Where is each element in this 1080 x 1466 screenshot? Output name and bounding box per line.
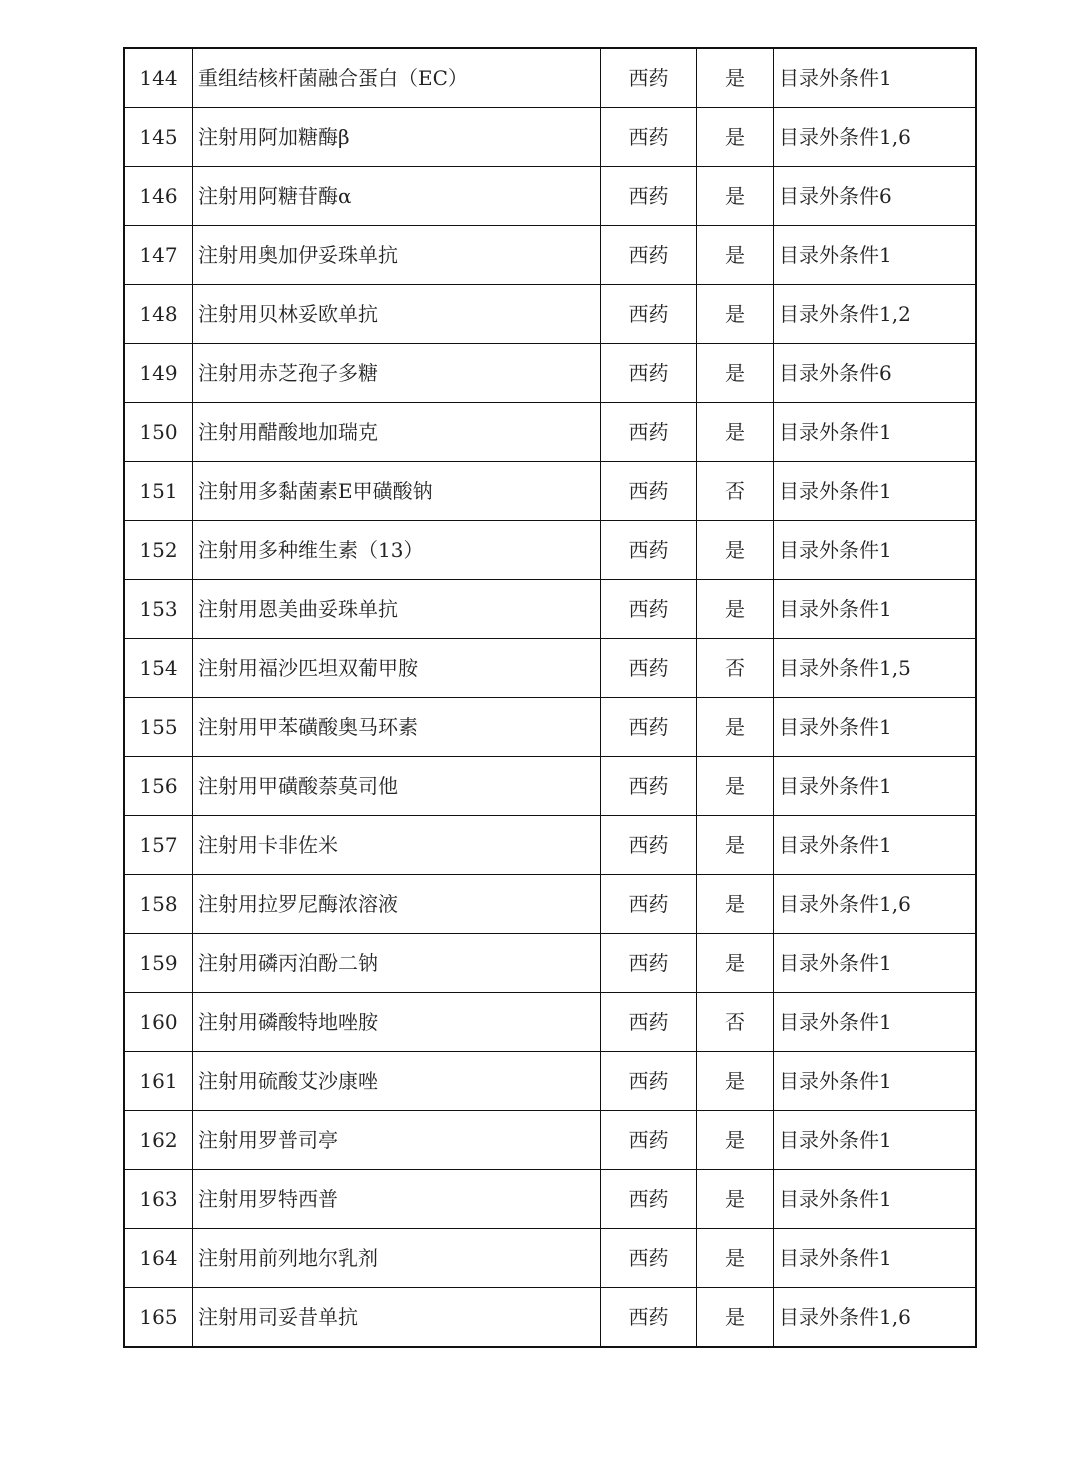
table-row: [124, 1111, 976, 1170]
condition-text: 目录外条件1: [774, 1111, 977, 1170]
condition-text: 目录外条件1: [774, 698, 977, 757]
row-number: 146: [124, 167, 193, 226]
status-flag: 是: [697, 698, 774, 757]
condition-text: 目录外条件1: [774, 48, 977, 108]
condition-text: 目录外条件1: [774, 1229, 977, 1288]
table-row: [124, 934, 976, 993]
row-number: 159: [124, 934, 193, 993]
drug-category: 西药: [601, 285, 697, 344]
drug-name: 注射用磷酸特地唑胺: [193, 993, 601, 1052]
drug-name: 注射用拉罗尼酶浓溶液: [193, 875, 601, 934]
condition-text: 目录外条件1: [774, 462, 977, 521]
drug-name: 注射用阿糖苷酶α: [193, 167, 601, 226]
table-row: [124, 875, 976, 934]
drug-name: 注射用阿加糖酶β: [193, 108, 601, 167]
table-row: [124, 108, 976, 167]
drug-name: 注射用奥加伊妥珠单抗: [193, 226, 601, 285]
table-row: [124, 580, 976, 639]
status-flag: 是: [697, 1111, 774, 1170]
condition-text: 目录外条件1: [774, 580, 977, 639]
table-row: [124, 521, 976, 580]
drug-name: 注射用恩美曲妥珠单抗: [193, 580, 601, 639]
status-flag: 是: [697, 757, 774, 816]
row-number: 160: [124, 993, 193, 1052]
condition-text: 目录外条件1,5: [774, 639, 977, 698]
condition-text: 目录外条件1: [774, 226, 977, 285]
row-number: 144: [124, 48, 193, 108]
drug-name: 注射用多黏菌素E甲磺酸钠: [193, 462, 601, 521]
row-number: 165: [124, 1288, 193, 1348]
drug-name: 注射用罗普司亭: [193, 1111, 601, 1170]
drug-category: 西药: [601, 48, 697, 108]
row-number: 149: [124, 344, 193, 403]
drug-category: 西药: [601, 698, 697, 757]
status-flag: 是: [697, 344, 774, 403]
condition-text: 目录外条件1: [774, 757, 977, 816]
row-number: 155: [124, 698, 193, 757]
status-flag: 是: [697, 285, 774, 344]
status-flag: 是: [697, 521, 774, 580]
drug-category: 西药: [601, 1288, 697, 1348]
drug-category: 西药: [601, 1170, 697, 1229]
status-flag: 是: [697, 1288, 774, 1348]
table-row: [124, 462, 976, 521]
drug-name: 注射用贝林妥欧单抗: [193, 285, 601, 344]
drug-category: 西药: [601, 226, 697, 285]
status-flag: 是: [697, 580, 774, 639]
condition-text: 目录外条件1: [774, 934, 977, 993]
status-flag: 是: [697, 875, 774, 934]
drug-category: 西药: [601, 1052, 697, 1111]
drug-category: 西药: [601, 993, 697, 1052]
table-body: [124, 48, 976, 1347]
drug-category: 西药: [601, 403, 697, 462]
row-number: 154: [124, 639, 193, 698]
condition-text: 目录外条件1,2: [774, 285, 977, 344]
status-flag: 否: [697, 639, 774, 698]
condition-text: 目录外条件1: [774, 403, 977, 462]
drug-name: 注射用罗特西普: [193, 1170, 601, 1229]
table-row: [124, 285, 976, 344]
status-flag: 是: [697, 816, 774, 875]
row-number: 147: [124, 226, 193, 285]
row-number: 151: [124, 462, 193, 521]
status-flag: 是: [697, 167, 774, 226]
row-number: 150: [124, 403, 193, 462]
table-row: [124, 344, 976, 403]
drug-category: 西药: [601, 167, 697, 226]
condition-text: 目录外条件1,6: [774, 1288, 977, 1348]
table-row: [124, 639, 976, 698]
row-number: 162: [124, 1111, 193, 1170]
row-number: 161: [124, 1052, 193, 1111]
status-flag: 是: [697, 1170, 774, 1229]
drug-name: 注射用醋酸地加瑞克: [193, 403, 601, 462]
drug-category: 西药: [601, 521, 697, 580]
drug-name: 注射用前列地尔乳剂: [193, 1229, 601, 1288]
condition-text: 目录外条件1,6: [774, 108, 977, 167]
condition-text: 目录外条件1,6: [774, 875, 977, 934]
condition-text: 目录外条件1: [774, 1170, 977, 1229]
drug-name: 重组结核杆菌融合蛋白（EC）: [193, 48, 601, 108]
condition-text: 目录外条件1: [774, 993, 977, 1052]
drug-name: 注射用司妥昔单抗: [193, 1288, 601, 1348]
row-number: 153: [124, 580, 193, 639]
table-row: [124, 816, 976, 875]
drug-name: 注射用甲磺酸萘莫司他: [193, 757, 601, 816]
drug-name: 注射用磷丙泊酚二钠: [193, 934, 601, 993]
drug-category: 西药: [601, 934, 697, 993]
condition-text: 目录外条件1: [774, 1052, 977, 1111]
row-number: 148: [124, 285, 193, 344]
row-number: 156: [124, 757, 193, 816]
condition-text: 目录外条件1: [774, 816, 977, 875]
drug-category: 西药: [601, 1111, 697, 1170]
table-row: [124, 1052, 976, 1111]
table-row: [124, 1288, 976, 1348]
row-number: 158: [124, 875, 193, 934]
condition-text: 目录外条件6: [774, 344, 977, 403]
table-row: [124, 1229, 976, 1288]
drug-category: 西药: [601, 816, 697, 875]
drug-category: 西药: [601, 757, 697, 816]
table-row: [124, 698, 976, 757]
table-row: [124, 48, 976, 108]
condition-text: 目录外条件1: [774, 521, 977, 580]
table-row: [124, 226, 976, 285]
drug-name: 注射用福沙匹坦双葡甲胺: [193, 639, 601, 698]
row-number: 152: [124, 521, 193, 580]
drug-name: 注射用赤芝孢子多糖: [193, 344, 601, 403]
drug-list-table: [123, 47, 977, 1348]
drug-category: 西药: [601, 875, 697, 934]
row-number: 164: [124, 1229, 193, 1288]
row-number: 145: [124, 108, 193, 167]
condition-text: 目录外条件6: [774, 167, 977, 226]
drug-category: 西药: [601, 639, 697, 698]
status-flag: 是: [697, 108, 774, 167]
status-flag: 是: [697, 1229, 774, 1288]
table-row: [124, 1170, 976, 1229]
drug-category: 西药: [601, 580, 697, 639]
status-flag: 否: [697, 462, 774, 521]
table-row: [124, 167, 976, 226]
status-flag: 是: [697, 48, 774, 108]
table-row: [124, 757, 976, 816]
status-flag: 是: [697, 403, 774, 462]
row-number: 157: [124, 816, 193, 875]
drug-name: 注射用硫酸艾沙康唑: [193, 1052, 601, 1111]
row-number: 163: [124, 1170, 193, 1229]
drug-category: 西药: [601, 1229, 697, 1288]
drug-category: 西药: [601, 344, 697, 403]
drug-category: 西药: [601, 108, 697, 167]
drug-name: 注射用甲苯磺酸奥马环素: [193, 698, 601, 757]
drug-name: 注射用卡非佐米: [193, 816, 601, 875]
table-row: [124, 993, 976, 1052]
table-row: [124, 403, 976, 462]
status-flag: 是: [697, 226, 774, 285]
drug-name: 注射用多种维生素（13）: [193, 521, 601, 580]
status-flag: 是: [697, 934, 774, 993]
drug-category: 西药: [601, 462, 697, 521]
status-flag: 是: [697, 1052, 774, 1111]
status-flag: 否: [697, 993, 774, 1052]
